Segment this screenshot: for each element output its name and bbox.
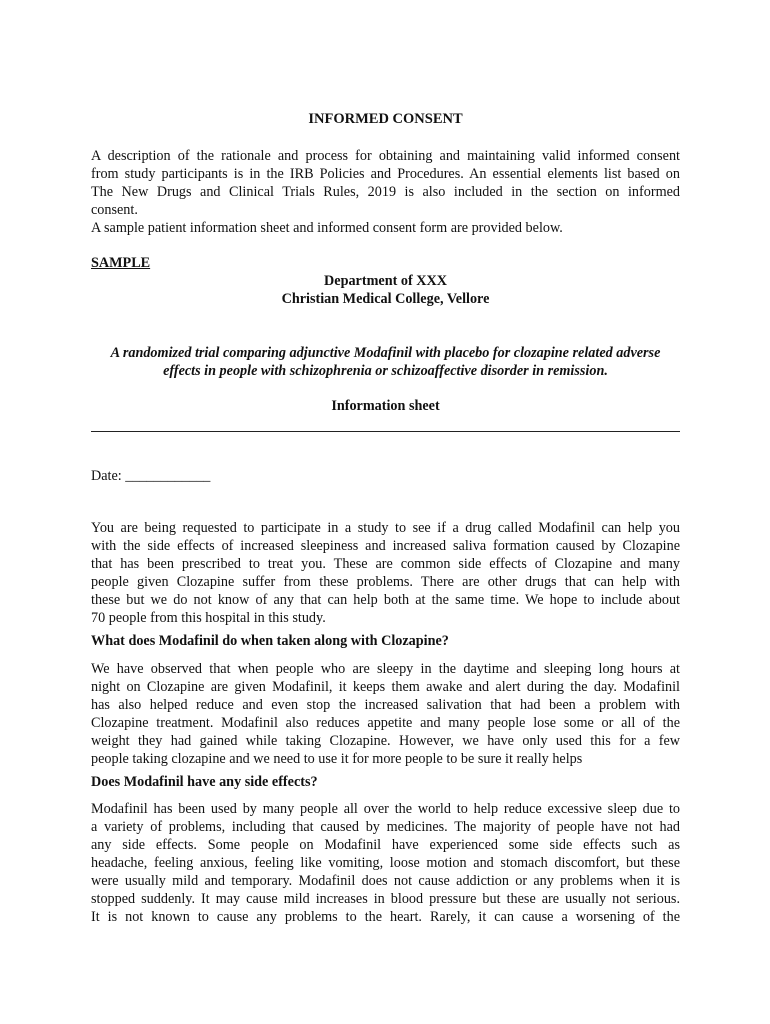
participation-paragraph xyxy=(91,519,680,627)
document-title: INFORMED CONSENT xyxy=(308,111,463,127)
answer-paragraph xyxy=(91,660,680,768)
study-title-line: A randomized trial comparing adjunctive Modafinil with placebo for clozapine related adverse xyxy=(110,345,661,361)
paragraph-line: people taking clozapine and we need to use it for more people to be sure it really helps xyxy=(91,751,583,767)
paragraph-line: night on Clozapine are given Modafinil, it keeps them awake and alert during the day. Modafinil xyxy=(91,679,680,695)
paragraph-line: a variety of problems, including that caused by medicines. The majority of people have not had xyxy=(91,819,680,835)
institution-name: Christian Medical College, Vellore xyxy=(281,291,490,307)
question-heading: What does Modafinil do when taken along with Clozapine? xyxy=(91,633,449,649)
paragraph-line: with the side effects of increased sleepiness and increased saliva formation caused by Clozapine xyxy=(91,538,680,554)
horizontal-rule xyxy=(91,431,680,432)
paragraph-line: Clozapine treatment. Modafinil also reduces appetite and many people lose some or all of the xyxy=(91,715,680,731)
paragraph-line: Modafinil has been used by many people all over the world to help reduce excessive sleep due to xyxy=(91,801,680,817)
paragraph-line: any side effects. Some people on Modafinil have experienced some side effects such as xyxy=(91,837,680,853)
intro-line: The New Drugs and Clinical Trials Rules, 2019 is also included in the section on informed xyxy=(91,184,680,200)
study-title xyxy=(91,344,680,380)
paragraph-line: these but we do not know of any that can help both at the same time. We hope to include about xyxy=(91,592,680,608)
paragraph-line: You are being requested to participate in a study to see if a drug called Modafinil can help you xyxy=(91,520,680,536)
department-name: Department of XXX xyxy=(324,273,447,289)
paragraph-line: It is not known to cause any problems to the heart. Rarely, it can cause a worsening of the xyxy=(91,909,680,925)
department-block xyxy=(91,272,680,308)
study-title-line: effects in people with schizophrenia or schizoaffective disorder in remission. xyxy=(163,363,608,379)
information-sheet-heading: Information sheet xyxy=(331,398,440,414)
paragraph-line: stopped suddenly. It may cause mild increases in blood pressure but these are usually not serious. xyxy=(91,891,680,907)
paragraph-line: that has been prescribed to treat you. These are common side effects of Clozapine and many xyxy=(91,556,680,572)
paragraph-line: has also helped reduce and even stop the increased salivation that had been a problem with xyxy=(91,697,680,713)
date-field: Date: ____________ xyxy=(91,468,211,484)
paragraph-line: people given Clozapine suffer from these problems. There are other drugs that can help with xyxy=(91,574,680,590)
question-heading: Does Modafinil have any side effects? xyxy=(91,774,318,790)
paragraph-line: We have observed that when people who are sleepy in the daytime and sleeping long hours at xyxy=(91,661,680,677)
paragraph-line: 70 people from this hospital in this study. xyxy=(91,610,326,626)
intro-line: from study participants is in the IRB Policies and Procedures. An essential elements list based on xyxy=(91,166,680,182)
paragraph-line: were usually mild and temporary. Modafinil does not cause addiction or any problems when it is xyxy=(91,873,680,889)
intro-paragraph xyxy=(91,147,680,237)
intro-line: A description of the rationale and process for obtaining and maintaining valid informed consent xyxy=(91,148,680,164)
paragraph-line: headache, feeling anxious, feeling like vomiting, loose motion and stomach discomfort, but these xyxy=(91,855,680,871)
intro-line: consent. xyxy=(91,202,138,218)
sample-label: SAMPLE xyxy=(91,255,151,271)
intro-line: A sample patient information sheet and informed consent form are provided below. xyxy=(91,220,563,236)
answer-paragraph xyxy=(91,800,680,926)
paragraph-line: weight they had gained while taking Clozapine. However, we have only used this for a few xyxy=(91,733,680,749)
